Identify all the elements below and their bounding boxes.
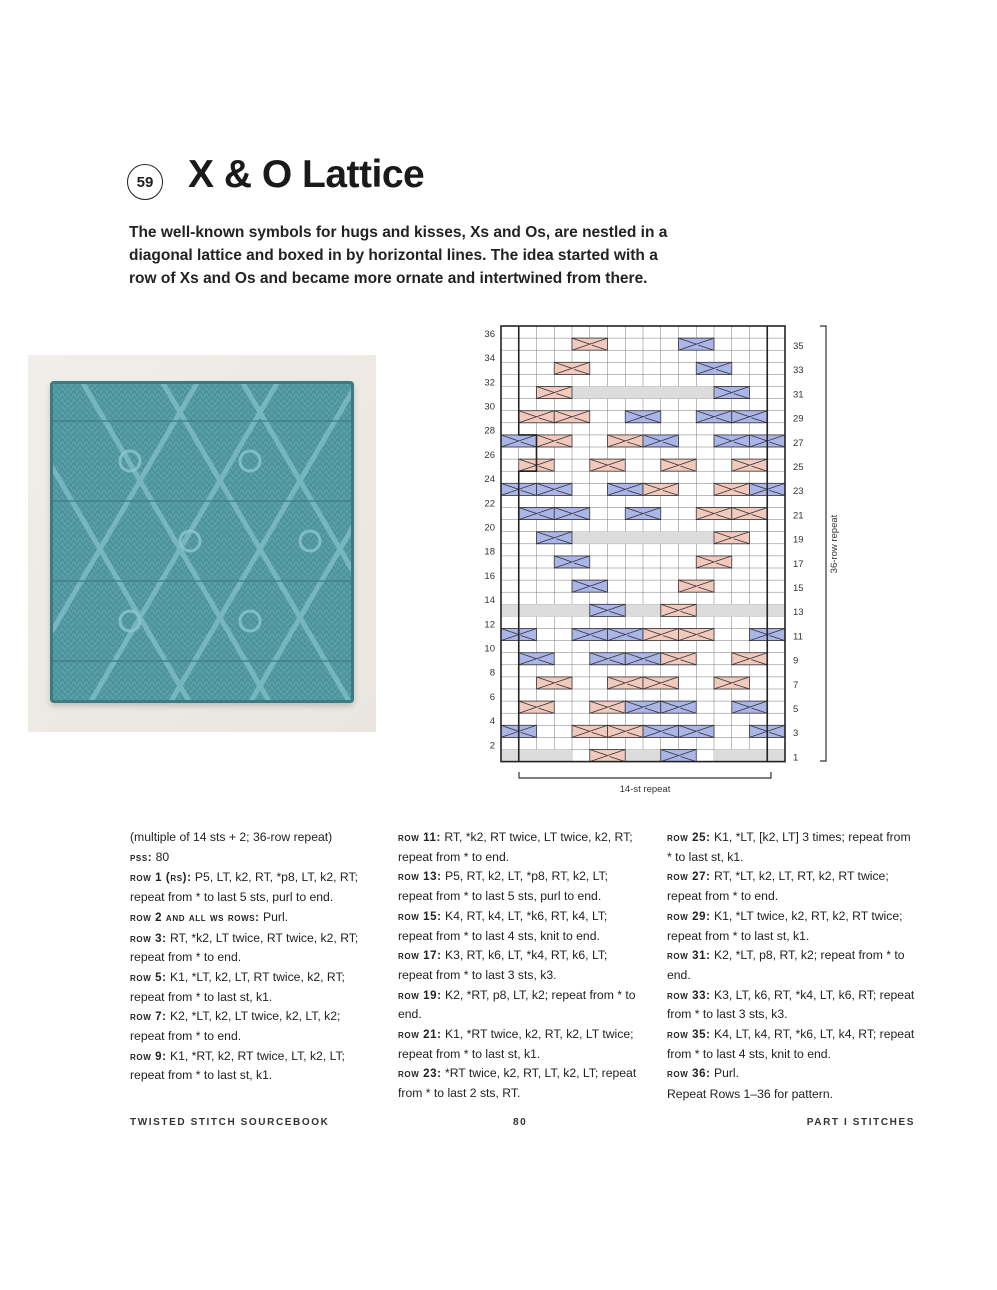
instruction-paragraph <box>398 1064 643 1102</box>
row-label: row 21: <box>398 1029 442 1042</box>
instruction-paragraph <box>398 946 643 984</box>
instruction-paragraph <box>667 1025 917 1063</box>
row-number-left: 12 <box>484 619 495 631</box>
row-label: row 7: <box>130 1011 167 1024</box>
left-twist-cell <box>696 556 732 568</box>
row-label: row 36: <box>667 1068 711 1081</box>
right-twist-cell <box>661 750 697 762</box>
row-label: row 17: <box>398 950 442 963</box>
right-twist-cell <box>625 411 661 423</box>
left-twist-cell <box>608 435 644 447</box>
right-twist-cell <box>519 653 555 665</box>
row-label: row 11: <box>398 832 441 844</box>
row-number-right: 23 <box>793 486 804 498</box>
right-twist-cell <box>643 435 679 447</box>
instruction-text: K1, *RT twice, k2, RT, k2, LT twice; repeat from * to last st, k1. <box>398 1027 634 1061</box>
row-label: row 31: <box>667 950 711 963</box>
row-number-right: 17 <box>793 558 804 570</box>
instruction-text: RT, *LT, k2, LT, RT, k2, RT twice; repeat from * to end. <box>667 869 889 904</box>
pattern-number-badge: 59 <box>127 164 163 200</box>
row-number-right: 9 <box>793 655 799 667</box>
row-label: pss: <box>130 851 153 864</box>
left-twist-cell <box>714 677 750 689</box>
instruction-text: K1, *RT, k2, RT twice, LT, k2, LT; repeat from * to last st, k1. <box>130 1048 345 1083</box>
instruction-paragraph <box>130 828 375 847</box>
left-twist-cell <box>732 459 768 471</box>
purl-band <box>554 387 732 399</box>
left-twist-cell <box>590 701 626 713</box>
intro-paragraph: The well-known symbols for hugs and kisses, Xs and Os, are nestled in a diagonal lattice and boxed in by horizontal lines. The idea started with a row of Xs and Os and became more ornate and intertwined from there. <box>129 224 668 287</box>
left-twist-cell <box>661 459 697 471</box>
right-twist-cell <box>732 411 768 423</box>
left-twist-cell <box>696 508 732 520</box>
instruction-paragraph <box>667 986 917 1024</box>
stitch-chart <box>470 320 850 800</box>
footer-book-title: TWISTED STITCH SOURCEBOOK <box>130 1117 330 1128</box>
row-number-left: 32 <box>484 377 495 389</box>
left-twist-cell <box>590 459 626 471</box>
instruction-paragraph <box>130 848 375 868</box>
row-label: row 27: <box>667 871 711 884</box>
instruction-text: (multiple of 14 sts + 2; 36-row repeat) <box>130 830 333 844</box>
stitch-chart-svg <box>470 320 850 800</box>
right-twist-cell <box>714 387 750 399</box>
left-twist-cell <box>519 701 555 713</box>
right-twist-cell <box>625 701 661 713</box>
instruction-paragraph <box>398 1025 643 1063</box>
left-twist-cell <box>608 677 644 689</box>
right-twist-cell <box>625 508 661 520</box>
row-repeat-bracket <box>820 326 826 761</box>
row-number-left: 26 <box>484 449 495 461</box>
instruction-paragraph <box>398 867 643 905</box>
row-number-left: 30 <box>484 401 495 413</box>
right-twist-cell <box>537 483 573 495</box>
row-number-left: 34 <box>484 353 495 365</box>
row-label: row 35: <box>667 1029 711 1042</box>
row-number-right: 15 <box>793 582 804 594</box>
instruction-text: RT, *k2, LT twice, RT twice, k2, RT; repeat from * to end. <box>130 930 359 965</box>
instruction-paragraph <box>130 968 375 1006</box>
instruction-text: K2, *LT, p8, RT, k2; repeat from * to end. <box>667 948 905 982</box>
instruction-text: Purl. <box>259 909 289 924</box>
left-twist-cell <box>714 483 750 495</box>
left-twist-cell <box>732 653 768 665</box>
left-twist-cell <box>572 725 608 737</box>
left-twist-cell <box>554 362 590 374</box>
row-number-left: 8 <box>489 667 495 679</box>
instruction-text: K4, RT, k4, LT, *k6, RT, k4, LT; repeat from * to last 4 sts, knit to end. <box>398 908 608 943</box>
instruction-paragraph <box>130 1047 375 1085</box>
row-label: row 2 and all ws rows: <box>130 911 260 924</box>
instruction-text: RT, *k2, RT twice, LT twice, k2, RT; repeat from * to end. <box>398 830 633 864</box>
stitch-repeat-label: 14-st repeat <box>619 784 671 795</box>
purl-band <box>501 750 572 762</box>
row-label: row 25: <box>667 832 711 844</box>
instruction-paragraph <box>667 1064 917 1084</box>
left-twist-cell <box>714 532 750 544</box>
row-repeat-label: 36-row repeat <box>829 514 840 574</box>
row-number-left: 28 <box>484 425 495 437</box>
instruction-paragraph <box>130 908 375 928</box>
right-twist-cell <box>554 508 590 520</box>
instruction-text: K2, *LT, k2, LT twice, k2, LT, k2; repeat from * to end. <box>130 1009 341 1044</box>
left-twist-cell <box>608 725 644 737</box>
row-number-left: 36 <box>484 328 495 340</box>
purl-band <box>714 750 785 762</box>
row-number-right: 11 <box>793 631 803 643</box>
instruction-text: K1, *LT, [k2, LT] 3 times; repeat from * to last st, k1. <box>667 830 911 864</box>
row-label: row 33: <box>667 989 711 1002</box>
right-twist-cell <box>501 435 537 447</box>
row-number-right: 3 <box>793 728 799 740</box>
row-number-left: 24 <box>484 474 495 486</box>
row-label: row 13: <box>398 871 442 884</box>
right-twist-cell <box>572 580 608 592</box>
right-twist-cell <box>590 604 626 616</box>
instructions-column-2 <box>398 828 643 1104</box>
right-twist-cell <box>732 701 768 713</box>
right-twist-cell <box>519 508 555 520</box>
row-number-right: 13 <box>793 607 804 619</box>
instruction-paragraph <box>667 1085 917 1104</box>
left-twist-cell <box>661 653 697 665</box>
row-number-right: 35 <box>793 340 804 352</box>
instruction-text: Repeat Rows 1–36 for pattern. <box>667 1087 833 1102</box>
row-number-left: 20 <box>484 522 495 534</box>
right-twist-cell <box>590 653 626 665</box>
instructions-column-3 <box>667 828 917 1105</box>
instruction-text: Purl. <box>710 1066 740 1081</box>
purl-band <box>554 532 732 544</box>
stitch-repeat-bracket <box>519 772 771 778</box>
instruction-paragraph <box>130 868 375 906</box>
instruction-paragraph <box>667 828 917 866</box>
instruction-text: K1, *LT twice, k2, RT, k2, RT twice; repeat from * to last st, k1. <box>667 908 903 943</box>
instruction-text: *RT twice, k2, RT, LT, k2, LT; repeat from * to last 2 sts, RT. <box>398 1066 637 1101</box>
row-number-right: 21 <box>793 510 804 522</box>
right-twist-cell <box>608 629 644 641</box>
instruction-text: K4, LT, k4, RT, *k6, LT, k4, RT; repeat from * to last 4 sts, knit to end. <box>667 1027 915 1061</box>
row-number-right: 7 <box>793 679 799 691</box>
row-number-left: 10 <box>484 643 495 655</box>
row-number-left: 16 <box>484 570 495 582</box>
right-twist-cell <box>554 556 590 568</box>
row-number-left: 14 <box>484 595 495 607</box>
row-number-left: 4 <box>489 716 495 728</box>
instructions-column-1 <box>130 828 375 1086</box>
right-twist-cell <box>679 725 715 737</box>
row-number-right: 1 <box>793 752 799 764</box>
instruction-text: P5, LT, k2, RT, *p8, LT, k2, RT; repeat from * to last 5 sts, purl to end. <box>130 870 358 905</box>
left-twist-cell <box>679 580 715 592</box>
instruction-paragraph <box>667 946 917 984</box>
instruction-text: K2, *RT, p8, LT, k2; repeat from * to end. <box>398 987 636 1022</box>
row-number-left: 22 <box>484 498 495 510</box>
row-number-right: 5 <box>793 703 799 715</box>
left-twist-cell <box>519 411 555 423</box>
instruction-text: K1, *LT, k2, LT, RT twice, k2, RT; repeat from * to last st, k1. <box>130 969 345 1004</box>
row-number-right: 29 <box>793 413 804 425</box>
row-label: row 29: <box>667 910 711 923</box>
purl-band <box>501 604 785 616</box>
left-twist-cell <box>537 677 573 689</box>
instruction-paragraph <box>398 986 643 1024</box>
row-label: row 23: <box>398 1068 442 1081</box>
row-label: row 19: <box>398 989 442 1002</box>
row-label: row 15: <box>398 910 442 923</box>
footer-section: PART I STITCHES <box>806 1117 915 1128</box>
right-twist-cell <box>679 338 715 350</box>
footer-page-number: 80 <box>513 1117 528 1128</box>
left-twist-cell <box>643 677 679 689</box>
swatch-fabric <box>50 381 354 703</box>
left-twist-cell <box>643 483 679 495</box>
right-twist-cell <box>537 532 573 544</box>
instruction-paragraph <box>667 867 917 905</box>
left-twist-cell <box>537 435 573 447</box>
row-number-right: 19 <box>793 534 804 546</box>
row-number-right: 27 <box>793 437 804 449</box>
left-twist-cell <box>643 629 679 641</box>
instruction-paragraph <box>398 907 643 945</box>
page-title: X & O Lattice <box>188 153 425 196</box>
knitted-swatch-photo <box>28 355 376 732</box>
right-twist-cell <box>661 701 697 713</box>
row-number-right: 31 <box>793 389 804 401</box>
left-twist-cell <box>590 750 626 762</box>
row-label: row 3: <box>130 932 167 945</box>
right-twist-cell <box>714 435 750 447</box>
row-label: row 1 (rs): <box>130 872 192 885</box>
right-twist-cell <box>643 725 679 737</box>
left-twist-cell <box>554 411 590 423</box>
left-twist-cell <box>732 508 768 520</box>
right-twist-cell <box>696 362 732 374</box>
row-number-right: 33 <box>793 365 804 377</box>
instruction-paragraph <box>398 828 643 866</box>
right-twist-cell <box>608 483 644 495</box>
row-label: row 5: <box>130 971 167 984</box>
right-twist-cell <box>625 653 661 665</box>
row-label: row 9: <box>130 1050 167 1063</box>
instruction-text: K3, LT, k6, RT, *k4, LT, k6, RT; repeat from * to last 3 sts, k3. <box>667 987 915 1022</box>
row-number-left: 18 <box>484 546 495 558</box>
left-twist-cell <box>661 604 697 616</box>
instruction-paragraph <box>130 929 375 967</box>
instruction-text: 80 <box>152 849 170 864</box>
left-twist-cell <box>572 338 608 350</box>
instruction-text: K3, RT, k6, LT, *k4, RT, k6, LT; repeat from * to last 3 sts, k3. <box>398 948 608 982</box>
instruction-text: P5, RT, k2, LT, *p8, RT, k2, LT; repeat from * to last 5 sts, purl to end. <box>398 869 608 904</box>
row-number-left: 6 <box>489 691 495 703</box>
right-twist-cell <box>696 411 732 423</box>
right-twist-cell <box>572 629 608 641</box>
instruction-paragraph <box>667 907 917 945</box>
row-number-left: 2 <box>489 740 495 752</box>
left-twist-cell <box>537 387 573 399</box>
instruction-paragraph <box>130 1007 375 1045</box>
row-number-right: 25 <box>793 461 804 473</box>
left-twist-cell <box>679 629 715 641</box>
